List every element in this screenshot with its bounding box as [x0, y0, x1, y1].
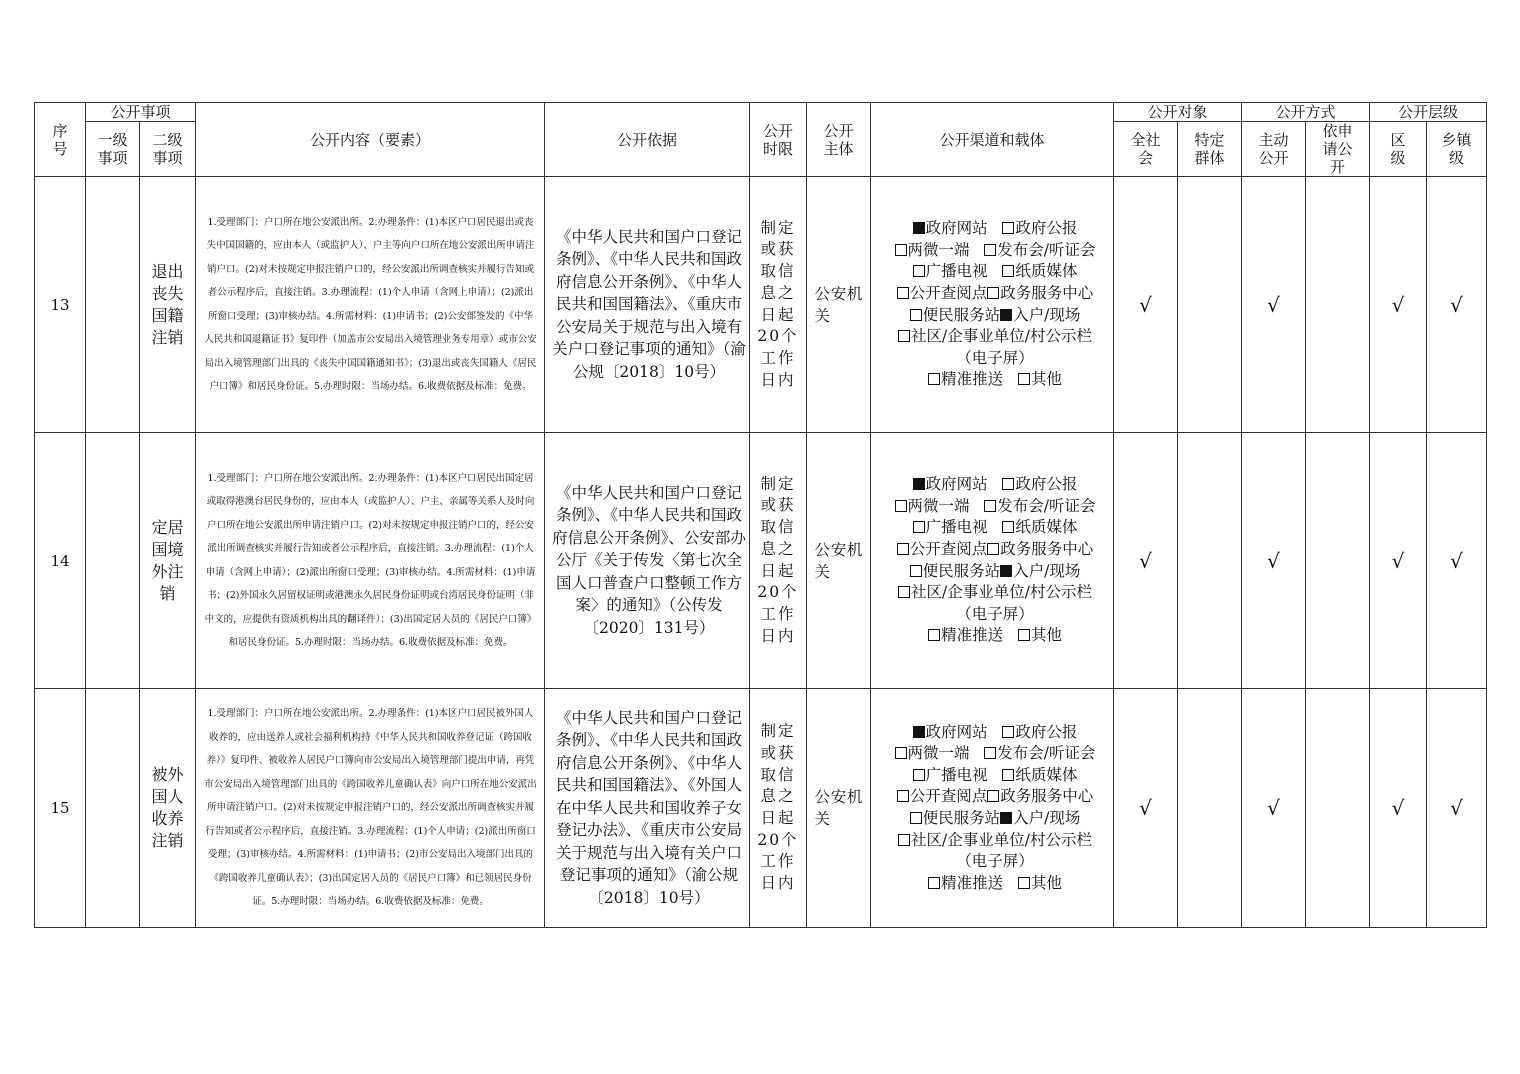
- row-time-limit: 制定或获取信息之日起20个工作日内: [750, 433, 807, 689]
- row-target-group: [1178, 177, 1242, 433]
- unchecked-box-icon: [898, 586, 910, 598]
- unchecked-box-icon: [898, 834, 910, 846]
- row-level1: [86, 689, 140, 928]
- unchecked-box-icon: [910, 812, 922, 824]
- unchecked-box-icon: [1002, 265, 1014, 277]
- unchecked-box-icon: [1002, 521, 1014, 533]
- row-seq: 14: [35, 433, 86, 689]
- header-method-request: 依申请公开: [1306, 122, 1370, 177]
- unchecked-box-icon: [1018, 629, 1030, 641]
- header-target-group: 特定群体: [1178, 122, 1242, 177]
- unchecked-box-icon: [987, 287, 999, 299]
- unchecked-box-icon: [928, 373, 940, 385]
- row-channels: 政府网站 政府公报 两微一端 发布会/听证会 广播电视 纸质媒体 公开查阅点 政务服务中心 便民服务站 入户/现场 社区/企事业单位/村公示栏（电子屏） 精准推送 其他: [871, 433, 1114, 689]
- header-level1: 一级事项: [86, 122, 140, 177]
- unchecked-box-icon: [1002, 222, 1014, 234]
- row-target-all: √: [1114, 689, 1178, 928]
- unchecked-box-icon: [987, 543, 999, 555]
- header-basis: 公开依据: [545, 103, 750, 177]
- row-subject: 公安机关: [807, 689, 871, 928]
- row-level2: 定居国境外注销: [140, 433, 196, 689]
- checked-box-icon: [1000, 309, 1012, 321]
- row-level2: 退出丧失国籍注销: [140, 177, 196, 433]
- header-target-all: 全社会: [1114, 122, 1178, 177]
- header-level2: 二级事项: [140, 122, 196, 177]
- unchecked-box-icon: [910, 309, 922, 321]
- unchecked-box-icon: [1002, 478, 1014, 490]
- unchecked-box-icon: [913, 769, 925, 781]
- unchecked-box-icon: [913, 521, 925, 533]
- unchecked-box-icon: [928, 877, 940, 889]
- row-method-active: √: [1242, 433, 1306, 689]
- checked-box-icon: [913, 726, 925, 738]
- header-time-limit: 公开时限: [750, 103, 807, 177]
- row-channels: 政府网站 政府公报 两微一端 发布会/听证会 广播电视 纸质媒体 公开查阅点 政务服务中心 便民服务站 入户/现场 社区/企事业单位/村公示栏（电子屏） 精准推送 其他: [871, 177, 1114, 433]
- row-time-limit: 制定或获取信息之日起20个工作日内: [750, 177, 807, 433]
- unchecked-box-icon: [897, 790, 909, 802]
- unchecked-box-icon: [910, 565, 922, 577]
- unchecked-box-icon: [913, 265, 925, 277]
- row-method-request: [1306, 689, 1370, 928]
- header-subject: 公开主体: [807, 103, 871, 177]
- header-content: 公开内容（要素）: [196, 103, 545, 177]
- row-subject: 公安机关: [807, 177, 871, 433]
- header-level: 公开层级: [1370, 103, 1487, 122]
- row-method-request: [1306, 433, 1370, 689]
- row-level-district: √: [1370, 689, 1427, 928]
- row-content: 1.受理部门：户口所在地公安派出所。2.办理条件：(1)本区户口居民被外国人收养的，应由送养人或社会福利机构持《中华人民共和国收养登记证（跨国收养）》复印件、被收养人居民户口簿向市公安局出入境管理部门提出申请，再凭市公安局出入境管理部门出具的《跨国收养儿童确认表》向户口所在地公安派出所申请注销户口。(2)对未按规定申报注销户口的，经公安派出所调查核实并履行告知或者公示程序后，直接注销。3.办理流程：(1)个人申请；(2)派出所窗口受理；(3)审核办结。4.所需材料：(1)申请书；(2)市公安局出入境部门出具的《跨国收养儿童确认表》；(3)出国定居人员的《居民户口簿》和已领居民身份证。5.办理时限：当场办结。6.收费依据及标准：免费。: [196, 689, 545, 928]
- header-method: 公开方式: [1242, 103, 1370, 122]
- row-level-town: √: [1427, 689, 1487, 928]
- unchecked-box-icon: [895, 244, 907, 256]
- header-public-items: 公开事项: [86, 103, 196, 122]
- disclosure-table: [34, 102, 1487, 928]
- checked-box-icon: [1000, 565, 1012, 577]
- row-level2: 被外国人收养注销: [140, 689, 196, 928]
- row-level1: [86, 433, 140, 689]
- unchecked-box-icon: [895, 747, 907, 759]
- unchecked-box-icon: [897, 543, 909, 555]
- row-level-district: √: [1370, 433, 1427, 689]
- unchecked-box-icon: [1018, 373, 1030, 385]
- row-channels: 政府网站 政府公报 两微一端 发布会/听证会 广播电视 纸质媒体 公开查阅点 政务服务中心 便民服务站 入户/现场 社区/企事业单位/村公示栏（电子屏） 精准推送 其他: [871, 689, 1114, 928]
- header-channels: 公开渠道和载体: [871, 103, 1114, 177]
- unchecked-box-icon: [1018, 877, 1030, 889]
- header-method-active: 主动公开: [1242, 122, 1306, 177]
- row-seq: 15: [35, 689, 86, 928]
- row-basis: 《中华人民共和国户口登记条例》、《中华人民共和国政府信息公开条例》、《中华人民共和国国籍法》、《重庆市公安局关于规范与出入境有关户口登记事项的通知》（渝公规〔2018〕10号）: [545, 177, 750, 433]
- header-level-district: 区级: [1370, 122, 1427, 177]
- row-content: 1.受理部门：户口所在地公安派出所。2.办理条件：(1)本区户口居民退出或丧失中国国籍的，应由本人（或监护人）、户主等向户口所在地公安派出所申请注销户口。(2)对未按规定申报注销户口的，经公安派出所调查核实并履行告知或者公示程序后，直接注销。3.办理流程：(1)个人申请（含网上申请）；(2)派出所窗口受理；(3)审核办结。4.所需材料：(1)申请书；(2)公安部签发的《中华人民共和国退籍证书》复印件（加盖市公安局出入境管理业务专用章）或市公安局出入境管理部门出具的《丧失中国国籍通知书》；(3)退出或丧失国籍人《居民户口簿》和居民身份证。5.办理时限：当场办结。6.收费依据及标准：免费。: [196, 177, 545, 433]
- row-basis: 《中华人民共和国户口登记条例》、《中华人民共和国政府信息公开条例》、《中华人民共和国国籍法》、《外国人在中华人民共和国收养子女登记办法》、《重庆市公安局关于规范与出入境有关户口登记事项的通知》（渝公规〔2018〕10号）: [545, 689, 750, 928]
- row-target-all: √: [1114, 177, 1178, 433]
- unchecked-box-icon: [928, 629, 940, 641]
- unchecked-box-icon: [984, 244, 996, 256]
- row-time-limit: 制定或获取信息之日起20个工作日内: [750, 689, 807, 928]
- checked-box-icon: [913, 222, 925, 234]
- checked-box-icon: [913, 478, 925, 490]
- row-target-group: [1178, 689, 1242, 928]
- header-target: 公开对象: [1114, 103, 1242, 122]
- unchecked-box-icon: [898, 330, 910, 342]
- table-row: [35, 689, 1487, 928]
- row-method-request: [1306, 177, 1370, 433]
- unchecked-box-icon: [984, 747, 996, 759]
- unchecked-box-icon: [987, 790, 999, 802]
- row-target-group: [1178, 433, 1242, 689]
- row-basis: 《中华人民共和国户口登记条例》、《中华人民共和国政府信息公开条例》、公安部办公厅《关于传发〈第七次全国人口普查户口整顿工作方案〉的通知》（公传发〔2020〕131号）: [545, 433, 750, 689]
- checked-box-icon: [1000, 812, 1012, 824]
- header-level-town: 乡镇级: [1427, 122, 1487, 177]
- unchecked-box-icon: [1002, 726, 1014, 738]
- table-row: [35, 433, 1487, 689]
- row-method-active: √: [1242, 689, 1306, 928]
- table-row: [35, 177, 1487, 433]
- row-level-town: √: [1427, 433, 1487, 689]
- row-content: 1.受理部门：户口所在地公安派出所。2.办理条件：(1)本区户口居民出国定居或取得港澳台居民身份的，应由本人（或监护人）、户主、亲属等关系人及时向户口所在地公安派出所申请注销户口。(2)对未按规定申报注销户口的，经公安派出所调查核实并履行告知或者公示程序后，直接注销。3.办理流程：(1)个人申请（含网上申请）；(2)派出所窗口受理；(3)审核办结。4.所需材料：(1)申请书；(2)外国永久居留权证明或港澳永久居民身份证明或台湾居民身份证明（非中文的，应提供有资质机构出具的翻译件）；(3)出国定居人员的《居民户口簿》和居民身份证。5.办理时限：当场办结。6.收费依据及标准：免费。: [196, 433, 545, 689]
- row-subject: 公安机关: [807, 433, 871, 689]
- row-level1: [86, 177, 140, 433]
- row-target-all: √: [1114, 433, 1178, 689]
- header-seq: 序号: [35, 103, 86, 177]
- unchecked-box-icon: [897, 287, 909, 299]
- row-level-district: √: [1370, 177, 1427, 433]
- unchecked-box-icon: [1002, 769, 1014, 781]
- row-level-town: √: [1427, 177, 1487, 433]
- row-seq: 13: [35, 177, 86, 433]
- unchecked-box-icon: [984, 500, 996, 512]
- row-method-active: √: [1242, 177, 1306, 433]
- unchecked-box-icon: [895, 500, 907, 512]
